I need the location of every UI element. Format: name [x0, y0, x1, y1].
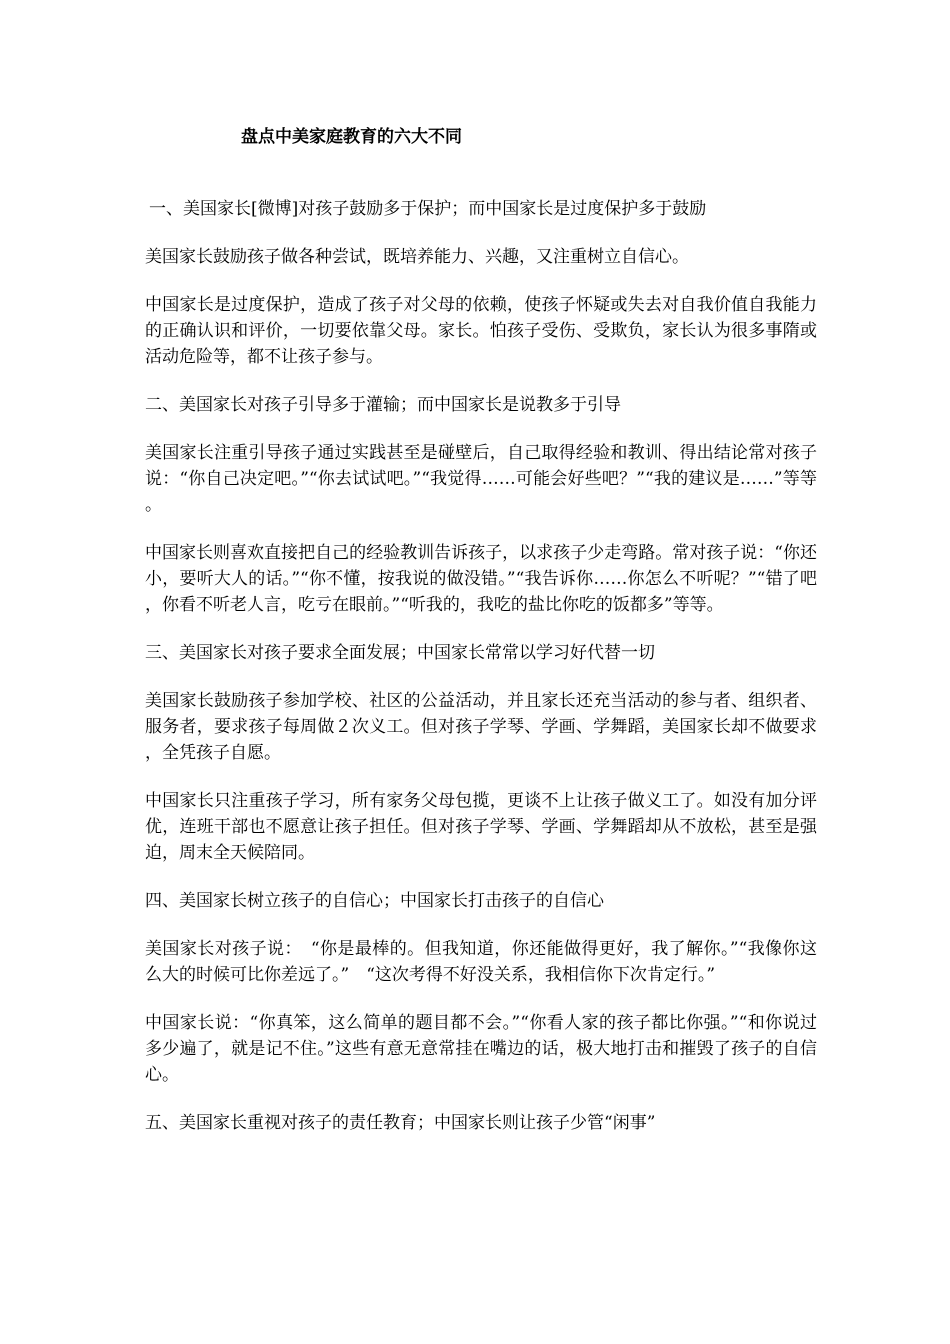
paragraph: 美国家长对孩子说： “你是最棒的。但我知道，你还能做得更好，我了解你。”“我像你这么大的时候可比你差远了。” “这次考得不好没关系，我相信你下次肯定行。”	[145, 939, 817, 985]
section-heading-5: 五、美国家长重视对孩子的责任教育；中国家长则让孩子少管“闲事”	[145, 1113, 656, 1133]
paragraph: 美国家长注重引导孩子通过实践甚至是碰壁后，自己取得经验和教训、得出结论常对孩子说：“你自己决定吧。”“你去试试吧。”“我觉得……可能会好些吧？”“我的建议是……”等等。	[145, 443, 817, 515]
paragraph: 美国家长鼓励孩子做各种尝试，既培养能力、兴趣，又注重树立自信心。	[145, 247, 689, 267]
paragraph: 中国家长只注重孩子学习，所有家务父母包揽，更谈不上让孩子做义工了。如没有加分评优，连班干部也不愿意让孩子担任。但对孩子学琴、学画、学舞蹈却从不放松，甚至是强迫，周末全天候陪同。	[145, 791, 817, 863]
document-body	[145, 196, 817, 1158]
section-heading-3: 三、美国家长对孩子要求全面发展；中国家长常常以学习好代替一切	[145, 643, 655, 663]
paragraph: 美国家长鼓励孩子参加学校、社区的公益活动，并且家长还充当活动的参与者、组织者、服务者，要求孩子每周做２次义工。但对孩子学琴、学画、学舞蹈，美国家长却不做要求，全凭孩子自愿。	[145, 691, 817, 763]
paragraph: 中国家长是过度保护，造成了孩子对父母的依赖，使孩子怀疑或失去对自我价值自我能力的正确认识和评价，一切要依靠父母。家长。怕孩子受伤、受欺负，家长认为很多事隋或活动危险等，都不让孩子参与。	[145, 295, 817, 367]
section-heading-4: 四、美国家长树立孩子的自信心；中国家长打击孩子的自信心	[145, 891, 604, 911]
section-heading-1: 一、美国家长[微博]对孩子鼓励多于保护；而中国家长是过度保护多于鼓励	[149, 199, 707, 219]
document-title: 盘点中美家庭教育的六大不同	[241, 127, 462, 147]
paragraph: 中国家长则喜欢直接把自己的经验教训告诉孩子，以求孩子少走弯路。常对孩子说：“你还小，要听大人的话。”“你不懂，按我说的做没错。”“我告诉你……你怎么不听呢？”“错了吧，你看不听老人言，吃亏在眼前。”“听我的，我吃的盐比你吃的饭都多”等等。	[145, 543, 817, 615]
section-heading-2: 二、美国家长对孩子引导多于灌输；而中国家长是说教多于引导	[145, 395, 621, 415]
paragraph: 中国家长说：“你真笨，这么简单的题目都不会。”“你看人家的孩子都比你强。”“和你说过多少遍了，就是记不住。”这些有意无意常挂在嘴边的话，极大地打击和摧毁了孩子的自信心。	[145, 1013, 817, 1085]
